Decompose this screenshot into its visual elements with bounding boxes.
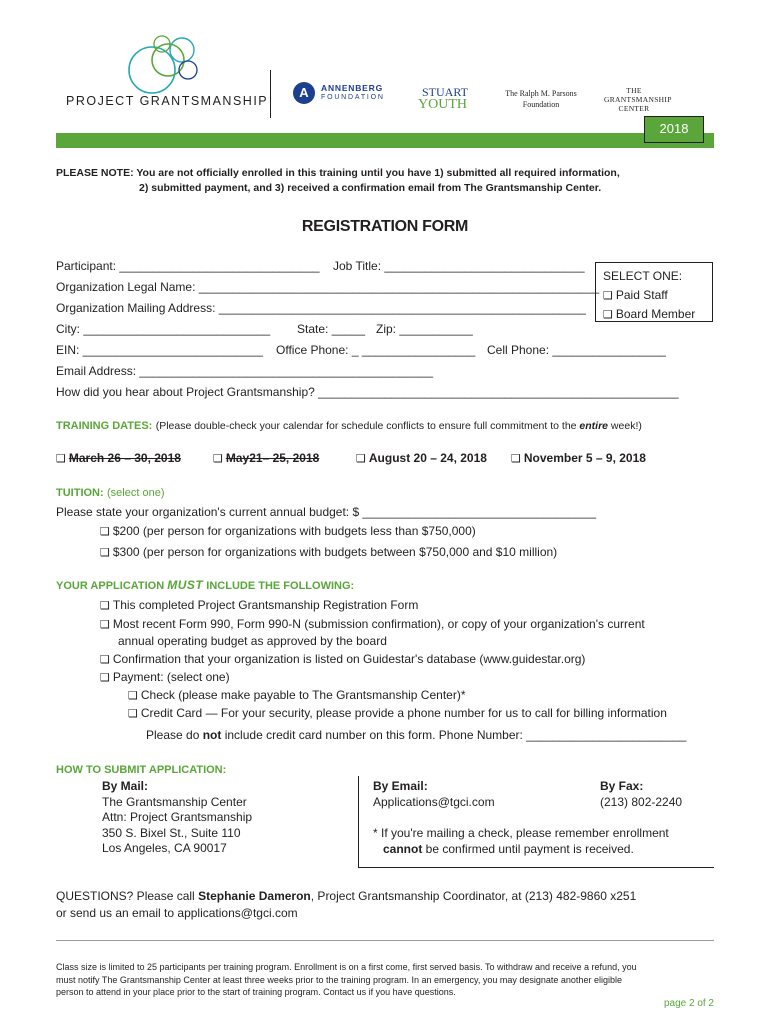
annenberg-logo-icon: A <box>293 82 315 104</box>
training-date-option-march[interactable]: ❑ March 26 – 30, 2018 <box>56 451 181 465</box>
requirement-guidestar[interactable]: ❑ Confirmation that your organization is listed on Guidestar's database (www.guidestar.org) <box>100 652 586 666</box>
parsons-foundation-logo: The Ralph M. Parsons Foundation <box>505 89 577 109</box>
city-field[interactable]: City: ____________________________ <box>56 322 271 336</box>
email-address-field[interactable]: Email Address: ____________________________________________ <box>56 364 434 378</box>
checkbox-icon[interactable]: ❑ <box>100 599 110 612</box>
checkbox-icon[interactable]: ❑ <box>511 452 521 465</box>
board-member-option[interactable]: ❑ Board Member <box>603 307 696 321</box>
training-dates-section <box>56 418 642 432</box>
org-mailing-address-field[interactable]: Organization Mailing Address: _______________________________________________________ <box>56 301 586 315</box>
checkbox-icon[interactable]: ❑ <box>100 525 110 538</box>
annenberg-foundation: FOUNDATION <box>321 94 385 101</box>
project-grantsmanship-logo-mark <box>118 30 214 98</box>
footer-divider <box>56 940 714 941</box>
ein-field[interactable]: EIN: ___________________________ <box>56 343 263 357</box>
submit-by-mail: By Mail: The Grantsmanship Center Attn: Project Grantsmanship 350 S. Bixel St., Suite 110 Los Angeles, CA 90017 <box>102 779 253 855</box>
checkbox-icon[interactable]: ❑ <box>603 289 613 302</box>
checkbox-icon[interactable]: ❑ <box>100 671 110 684</box>
checkbox-icon[interactable]: ❑ <box>100 618 110 631</box>
requirement-form-990[interactable]: ❑ Most recent Form 990, Form 990-N (submission confirmation), or copy of your organization's current <box>100 617 645 631</box>
referral-source-field[interactable]: How did you hear about Project Grantsmanship? ______________________________________________________ <box>56 385 679 399</box>
fine-print: Class size is limited to 25 participants per training program. Enrollment is on a first come, first served basis. To withdraw and receive a refund, you must notify The Grantsmanship Center at least three weeks prior to the training program. In an emergency, you may designate another eligible person to attend in your place prior to the start of training program. Contact us if you have questions. <box>56 962 637 997</box>
checkbox-icon[interactable]: ❑ <box>356 452 366 465</box>
training-date-option-august[interactable]: ❑ August 20 – 24, 2018 <box>356 451 487 465</box>
training-date-option-november[interactable]: ❑ November 5 – 9, 2018 <box>511 451 646 465</box>
job-title-field[interactable]: Job Title: ______________________________ <box>333 259 585 273</box>
requirement-form-990-cont: annual operating budget as approved by the board <box>118 634 387 648</box>
submit-by-fax: By Fax: (213) 802-2240 <box>600 779 683 809</box>
header-green-bar <box>56 133 714 148</box>
stuart-foundation-logo: STUART YOUTH <box>418 85 468 112</box>
year-badge: 2018 <box>644 116 704 143</box>
questions-line-2: or send us an email to applications@tgci.com <box>56 906 298 920</box>
grantsmanship-center-logo: THE GRANTSMANSHIP CENTER <box>604 86 672 113</box>
checkbox-icon[interactable]: ❑ <box>100 653 110 666</box>
enrollment-notice-line-1: PLEASE NOTE: You are not officially enrolled in this training until you have 1) submitted all required information, <box>56 167 620 179</box>
checkbox-icon[interactable]: ❑ <box>100 546 110 559</box>
payment-option-credit-card[interactable]: ❑ Credit Card — For your security, please provide a phone number for us to call for billing information <box>128 706 667 720</box>
select-one-label: SELECT ONE: <box>603 269 683 283</box>
questions-line-1: QUESTIONS? Please call Stephanie Dameron, Project Grantsmanship Coordinator, at (213) 482-9860 x251 <box>56 889 637 903</box>
payment-option-check[interactable]: ❑ Check (please make payable to The Grantsmanship Center)* <box>128 688 466 702</box>
submit-heading: HOW TO SUBMIT APPLICATION: <box>56 764 227 776</box>
training-date-option-may[interactable]: ❑ May21– 25, 2018 <box>213 451 320 465</box>
page-title: REGISTRATION FORM <box>301 218 469 235</box>
zip-field[interactable]: Zip: ___________ <box>376 322 473 336</box>
annenberg-name: ANNENBERG <box>321 83 383 93</box>
training-dates-heading: TRAINING DATES: <box>56 420 153 432</box>
paid-staff-option[interactable]: ❑ Paid Staff <box>603 288 668 302</box>
training-dates-note: (Please double-check your calendar for schedule conflicts to ensure full commitment to the entire week!) <box>155 420 642 432</box>
tuition-option-300[interactable]: ❑ $300 (per person for organizations with budgets between $750,000 and $10 million) <box>100 545 558 559</box>
application-requirements-heading: YOUR APPLICATION MUST INCLUDE THE FOLLOWING: <box>56 578 355 592</box>
checkbox-icon[interactable]: ❑ <box>56 452 66 465</box>
state-field[interactable]: State: _____ <box>297 322 366 336</box>
requirement-payment[interactable]: ❑ Payment: (select one) <box>100 670 230 684</box>
mail-check-note: * If you're mailing a check, please remember enrollment cannot be confirmed until payment is received. <box>373 826 669 856</box>
participant-field[interactable]: Participant: ______________________________ <box>56 259 320 273</box>
credit-card-phone-field[interactable]: Please do not include credit card number on this form. Phone Number: ________________________ <box>146 728 687 742</box>
annual-budget-field[interactable]: Please state your organization's current annual budget: $ ___________________________________ <box>56 505 597 519</box>
project-grantsmanship-logo-text: PROJECT GRANTSMANSHIP <box>66 94 269 108</box>
submit-by-email: By Email: Applications@tgci.com <box>373 779 495 809</box>
checkbox-icon[interactable]: ❑ <box>128 689 138 702</box>
office-phone-field[interactable]: Office Phone: _ _________________ <box>276 343 476 357</box>
staff-type-selector <box>595 262 713 322</box>
checkbox-icon[interactable]: ❑ <box>603 308 613 321</box>
checkbox-icon[interactable]: ❑ <box>213 452 223 465</box>
checkbox-icon[interactable]: ❑ <box>128 707 138 720</box>
tuition-heading: TUITION: (select one) <box>56 487 165 499</box>
enrollment-notice-line-2: 2) submitted payment, and 3) received a confirmation email from The Grantsmanship Center. <box>139 182 602 194</box>
org-legal-name-field[interactable]: Organization Legal Name: ____________________________________________________________ <box>56 280 600 294</box>
requirement-registration-form[interactable]: ❑ This completed Project Grantsmanship Registration Form <box>100 598 419 612</box>
submit-email-link[interactable]: Applications@tgci.com <box>373 794 495 809</box>
logo-divider <box>270 70 271 118</box>
cell-phone-field[interactable]: Cell Phone: _________________ <box>487 343 666 357</box>
tuition-option-200[interactable]: ❑ $200 (per person for organizations with budgets less than $750,000) <box>100 524 476 538</box>
page-number: page 2 of 2 <box>663 998 714 1009</box>
